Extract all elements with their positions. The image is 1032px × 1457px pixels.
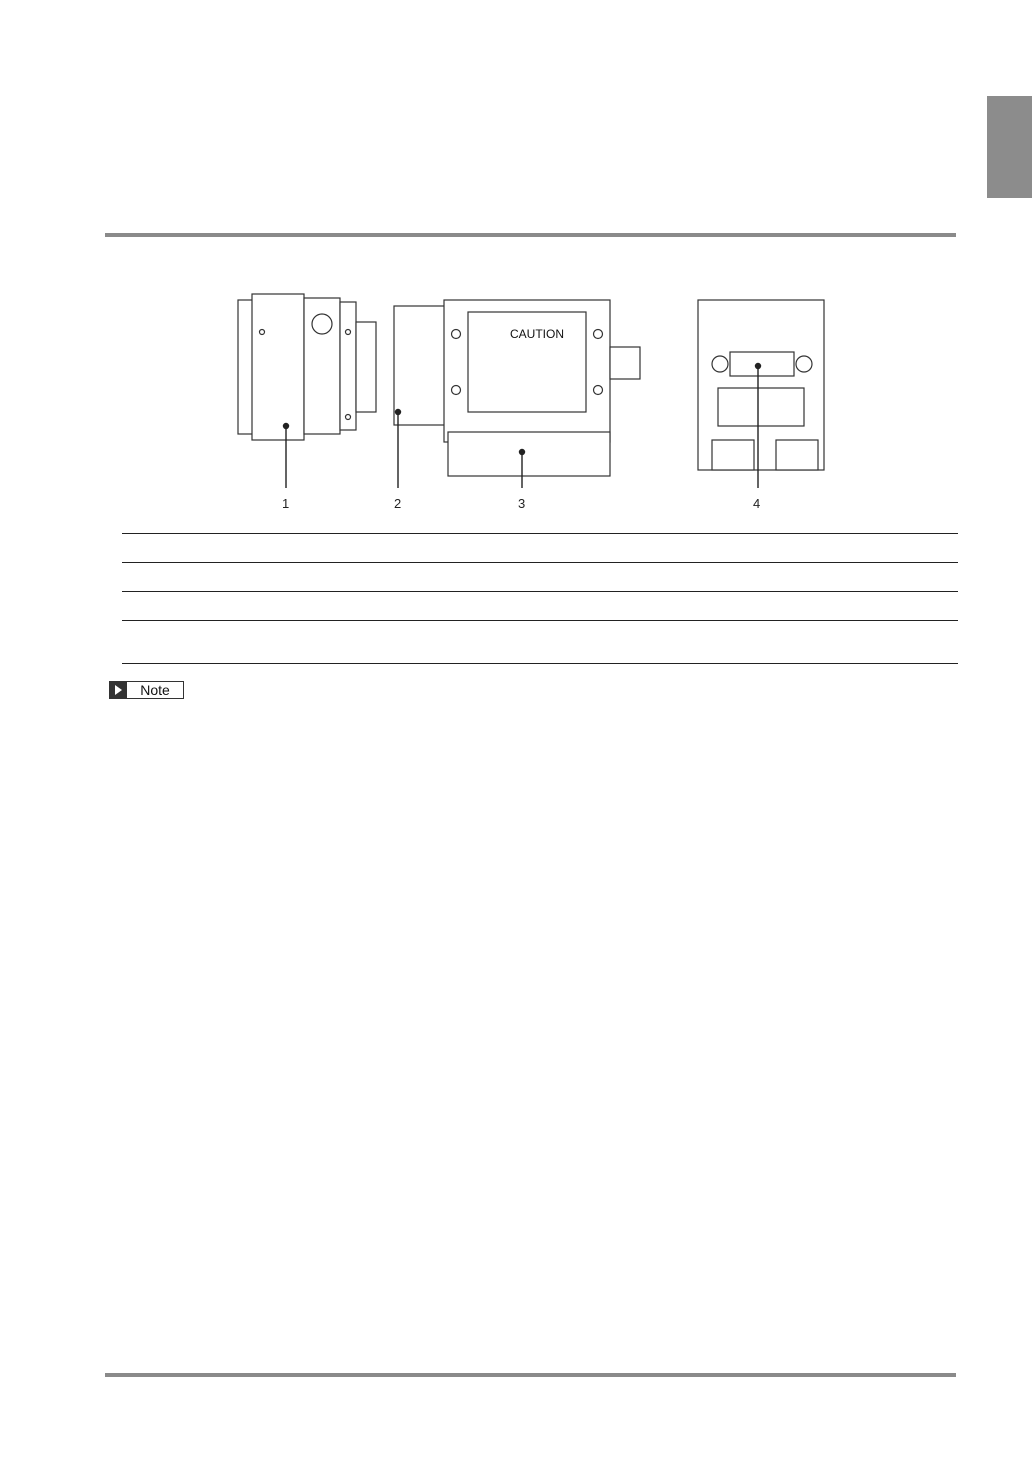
callout-dot-2 bbox=[396, 410, 401, 415]
interface-connector bbox=[730, 352, 794, 376]
table-row bbox=[122, 533, 958, 562]
callout-dot-3 bbox=[520, 450, 525, 455]
rear-connector bbox=[610, 347, 640, 379]
note-label: Note bbox=[140, 682, 170, 698]
table-row bbox=[122, 620, 958, 664]
callout-label-3: 3 bbox=[518, 496, 526, 511]
section-tab-marker bbox=[987, 96, 1032, 198]
lens-screw-knob bbox=[312, 314, 332, 334]
front-cover bbox=[394, 306, 446, 425]
header-rule bbox=[105, 233, 956, 237]
rear-label-plate bbox=[718, 388, 804, 426]
table-row bbox=[122, 562, 958, 591]
lens-rear-ring bbox=[340, 302, 356, 430]
lens-focus-ring bbox=[252, 294, 304, 440]
callout-label-4: 4 bbox=[753, 496, 761, 511]
camera-diagram bbox=[228, 292, 828, 517]
callout-dot-1 bbox=[284, 424, 289, 429]
callout-dot-4 bbox=[756, 364, 761, 369]
camera-diagram-svg bbox=[228, 292, 828, 517]
callout-label-2: 2 bbox=[394, 496, 402, 511]
parts-table bbox=[122, 533, 958, 664]
caution-label: CAUTION bbox=[510, 327, 564, 341]
callout-label-1: 1 bbox=[282, 496, 290, 511]
lens-mount bbox=[356, 322, 376, 412]
table-row bbox=[122, 591, 958, 620]
mounting-base bbox=[448, 432, 610, 476]
play-arrow-icon bbox=[110, 682, 127, 698]
note-badge bbox=[109, 681, 184, 699]
footer-rule bbox=[105, 1373, 956, 1377]
